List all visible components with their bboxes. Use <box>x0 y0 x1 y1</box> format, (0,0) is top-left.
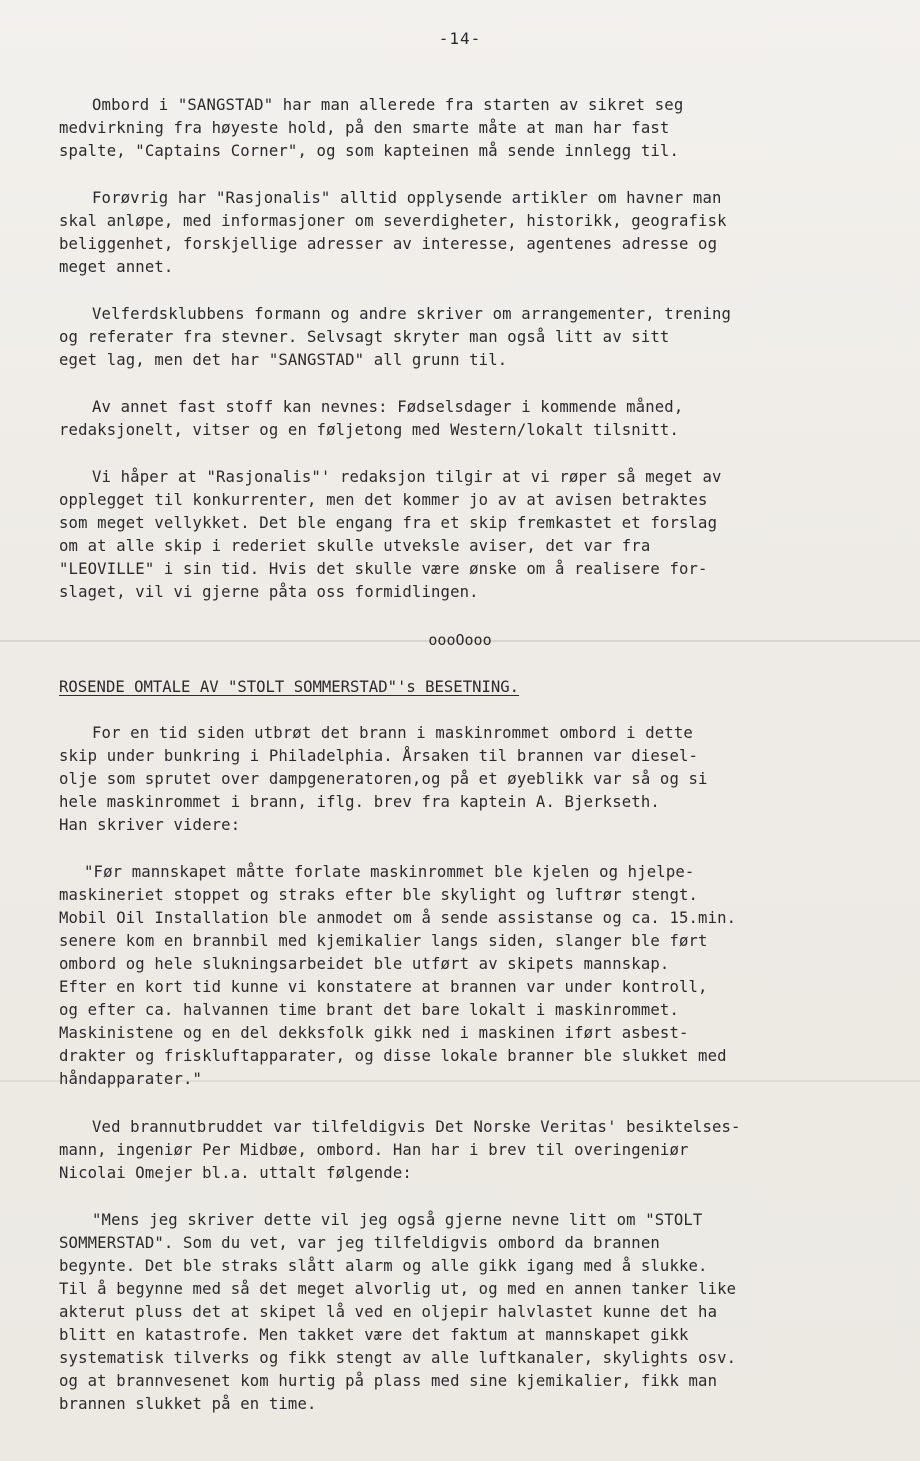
text-line: håndapparater." <box>59 1070 203 1088</box>
text-line: blitt en katastrofe. Men takket være det faktum at mannskapet gikk <box>59 1326 689 1344</box>
text-line: systematisk tilverks og fikk stengt av alle luftkanaler, skylights osv. <box>59 1349 737 1367</box>
text-line: spalte, "Captains Corner", og som kapteinen må sende innlegg til. <box>59 142 679 160</box>
text-line: Av annet fast stoff kan nevnes: Fødselsdager i kommende måned, <box>92 398 684 416</box>
text-line: beliggenhet, forskjellige adresser av interesse, agentenes adresse og <box>59 235 718 253</box>
text-line: Velferdsklubbens formann og andre skriver om arrangementer, trening <box>92 305 732 323</box>
text-line: Ombord i "SANGSTAD" har man allerede fra starten av sikret seg <box>92 96 684 114</box>
text-line: For en tid siden utbrøt det brann i maskinrommet ombord i dette <box>92 724 693 742</box>
text-line: mann, ingeniør Per Midbøe, ombord. Han har i brev til overingeniør <box>59 1141 689 1159</box>
page-number: -14- <box>438 29 482 48</box>
text-line: Han skriver videre: <box>59 816 241 834</box>
text-line: og at brannvesenet kom hurtig på plass med sine kjemikalier, fikk man <box>59 1372 718 1390</box>
text-line: hele maskinrommet i brann, iflg. brev fra kaptein A. Bjerkseth. <box>59 793 660 811</box>
text-line: akterut pluss det at skipet lå ved en oljepir halvlastet kunne det ha <box>59 1303 718 1321</box>
text-line: og referater fra stevner. Selvsagt skryter man også litt av sitt <box>59 328 670 346</box>
text-line: senere kom en brannbil med kjemikalier langs siden, slanger ble ført <box>59 932 708 950</box>
text-line: olje som sprutet over dampgeneratoren,og på et øyeblikk var så og si <box>59 770 708 788</box>
text-line: Vi håper at "Rasjonalis"' redaksjon tilgir at vi røper så meget av <box>92 468 722 486</box>
text-line: Ved brannutbruddet var tilfeldigvis Det Norske Veritas' besiktelses- <box>92 1118 741 1136</box>
text-line: Efter en kort tid kunne vi konstatere at brannen var under kontroll, <box>59 978 708 996</box>
text-line: om at alle skip i rederiet skulle utveksle aviser, det var fra <box>59 537 651 555</box>
section-separator: oooOooo <box>428 631 492 649</box>
text-line: "Før mannskapet måtte forlate maskinrommet ble kjelen og hjelpe- <box>84 863 695 881</box>
text-line: redaksjonelt, vitser og en føljetong med Western/lokalt tilsnitt. <box>59 421 679 439</box>
text-line: som meget vellykket. Det ble engang fra et skip fremkastet et forslag <box>59 514 718 532</box>
text-line: Maskinistene og en del dekksfolk gikk ned i maskinen iført asbest- <box>59 1024 689 1042</box>
text-line: brannen slukket på en time. <box>59 1395 317 1413</box>
section-heading: ROSENDE OMTALE AV "STOLT SOMMERSTAD"'s BESETNING. <box>59 678 520 696</box>
text-line: Forøvrig har "Rasjonalis" alltid opplysende artikler om havner man <box>92 189 722 207</box>
text-line: ombord og hele slukningsarbeidet ble utført av skipets mannskap. <box>59 955 670 973</box>
text-line: opplegget til konkurrenter, men det kommer jo av at avisen betraktes <box>59 491 708 509</box>
text-line: slaget, vil vi gjerne påta oss formidlingen. <box>59 583 479 601</box>
text-line: SOMMERSTAD". Som du vet, var jeg tilfeldigvis ombord da brannen <box>59 1234 660 1252</box>
text-line: meget annet. <box>59 258 174 276</box>
text-line: Mobil Oil Installation ble anmodet om å sende assistanse og ca. 15.min. <box>59 909 737 927</box>
text-line: "LEOVILLE" i sin tid. Hvis det skulle være ønske om å realisere for- <box>59 560 708 578</box>
text-line: Til å begynne med så det meget alvorlig ut, og med en annen tanker like <box>59 1280 737 1298</box>
text-line: begynte. Det ble straks slått alarm og alle gikk igang med å slukke. <box>59 1257 708 1275</box>
text-line: skal anløpe, med informasjoner om severdigheter, historikk, geografisk <box>59 212 727 230</box>
text-line: "Mens jeg skriver dette vil jeg også gjerne nevne litt om "STOLT <box>92 1211 703 1229</box>
text-line: Nicolai Omejer bl.a. uttalt følgende: <box>59 1164 412 1182</box>
text-line: medvirkning fra høyeste hold, på den smarte måte at man har fast <box>59 119 670 137</box>
text-line: skip under bunkring i Philadelphia. Årsaken til brannen var diesel- <box>59 747 699 765</box>
text-line: maskineriet stoppet og straks efter ble skylight og luftrør stengt. <box>59 886 699 904</box>
text-line: og efter ca. halvannen time brant det bare lokalt i maskinrommet. <box>59 1001 679 1019</box>
text-line: eget lag, men det har "SANGSTAD" all grunn til. <box>59 351 508 369</box>
text-line: drakter og friskluftapparater, og disse lokale branner ble slukket med <box>59 1047 727 1065</box>
